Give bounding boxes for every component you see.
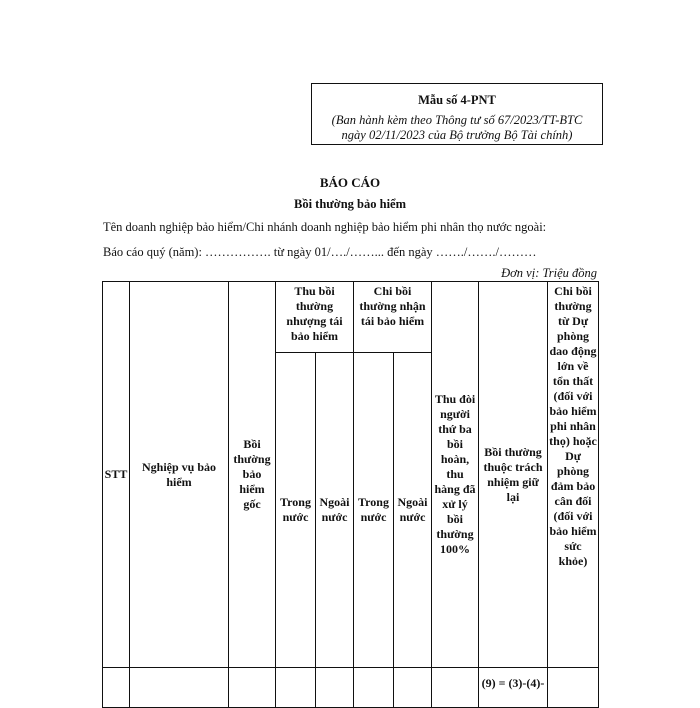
numbering-cell	[394, 668, 432, 708]
company-name-line: Tên doanh nghiệp bảo hiểm/Chi nhánh doanh nghiệp bảo hiểm phi nhân thọ nước ngoài:	[103, 220, 547, 234]
header-reinsurance-assumed-claims: Chi bồi thường nhận tái bảo hiểm	[354, 282, 432, 353]
numbering-cell	[354, 668, 394, 708]
numbering-cell	[229, 668, 276, 708]
claims-table	[102, 281, 599, 708]
numbering-cell	[548, 668, 599, 708]
report-title: BÁO CÁO	[319, 175, 381, 190]
header-third-party-recoveries: Thu đòi người thứ ba bồi hoàn, thu hàng đã xử lý bồi thường 100%	[432, 282, 479, 668]
header-original-claims: Bồi thường bảo hiểm gốc	[229, 282, 276, 668]
retained-formula: (9) = (3)-(4)-	[479, 668, 548, 708]
header-assumed-domestic: Trong nước	[354, 353, 394, 668]
numbering-cell	[103, 668, 130, 708]
report-subtitle: Bồi thường bảo hiểm	[293, 197, 406, 211]
header-reserve-claims: Chi bồi thường từ Dự phòng dao động lớn về tổn thất (đối với bảo hiểm phi nhân thọ) hoặc Dự phòng đảm bảo cân đối (đối với bảo hiểm sức khỏe)	[548, 282, 599, 668]
header-retained-claims: Bồi thường thuộc trách nhiệm giữ lại	[479, 282, 548, 668]
reporting-period-line: Báo cáo quý (năm): ……………. từ ngày 01/…./……... đến ngày ……./……./………	[103, 245, 537, 259]
header-reinsurance-ceded-recoveries: Thu bồi thường nhượng tái bảo hiểm	[276, 282, 354, 353]
currency-unit: Đơn vị: Triệu đồng	[501, 266, 597, 280]
form-code: Mẫu số 4-PNT	[418, 93, 496, 107]
issuance-note-line-2: ngày 02/11/2023 của Bộ trưởng Bộ Tài chính)	[341, 128, 573, 142]
header-assumed-foreign: Ngoài nước	[394, 353, 432, 668]
header-ceded-domestic: Trong nước	[276, 353, 316, 668]
numbering-cell	[276, 668, 316, 708]
issuance-note-line-1: (Ban hành kèm theo Thông tư số 67/2023/TT-BTC	[331, 113, 583, 127]
numbering-cell	[316, 668, 354, 708]
header-stt: STT	[103, 282, 130, 668]
numbering-cell	[130, 668, 229, 708]
header-ceded-foreign: Ngoài nước	[316, 353, 354, 668]
numbering-cell	[432, 668, 479, 708]
header-business-line: Nghiệp vụ bảo hiểm	[130, 282, 229, 668]
issuance-note	[312, 113, 602, 143]
form-code-box	[311, 83, 603, 145]
